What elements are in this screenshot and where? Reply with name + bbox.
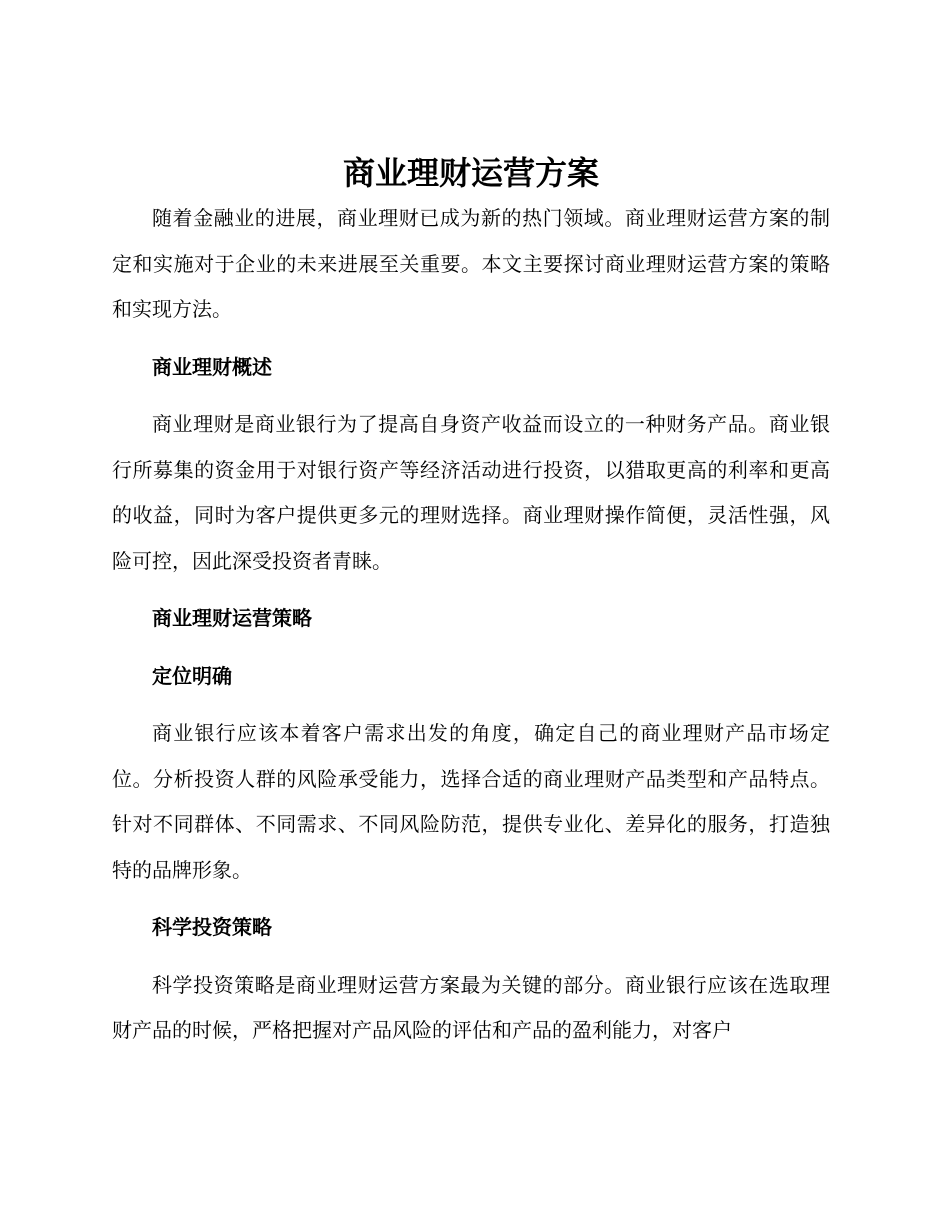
document-content — [112, 150, 830, 1054]
positioning-paragraph: 商业银行应该本着客户需求出发的角度，确定自己的商业理财产品市场定位。分析投资人群的风险承受能力，选择合适的商业理财产品类型和产品特点。针对不同群体、不同需求、不同风险防范，提供专业化、差异化的服务，打造独特的品牌形象。 — [112, 721, 830, 882]
document-title: 商业理财运营方案 — [342, 154, 599, 192]
subsection-heading-investment: 科学投资策略 — [152, 915, 272, 939]
section-heading-overview: 商业理财概述 — [152, 354, 272, 379]
spacer — [112, 333, 830, 345]
spacer — [112, 893, 830, 905]
spacer — [112, 390, 830, 402]
spacer — [112, 584, 830, 596]
spacer — [112, 642, 830, 654]
investment-paragraph: 科学投资策略是商业理财运营方案最为关键的部分。商业银行应该在选取理财产品的时候，严格把握对产品风险的评估和产品的盈利能力，对客户 — [112, 972, 830, 1042]
intro-paragraph: 随着金融业的进展，商业理财已成为新的热门领域。商业理财运营方案的制定和实施对于企业的未来进展至关重要。本文主要探讨商业理财运营方案的策略和实现方法。 — [112, 206, 830, 321]
spacer — [112, 951, 830, 963]
overview-paragraph: 商业理财是商业银行为了提高自身资产收益而设立的一种财务产品。商业银行所募集的资金用于对银行资产等经济活动进行投资，以猎取更高的利率和更高的收益，同时为客户提供更多元的理财选择。商业理财操作简便，灵活性强，风险可控，因此深受投资者青睐。 — [112, 412, 830, 573]
spacer — [112, 699, 830, 711]
section-heading-strategy: 商业理财运营策略 — [152, 606, 312, 630]
subsection-heading-positioning: 定位明确 — [152, 663, 232, 688]
